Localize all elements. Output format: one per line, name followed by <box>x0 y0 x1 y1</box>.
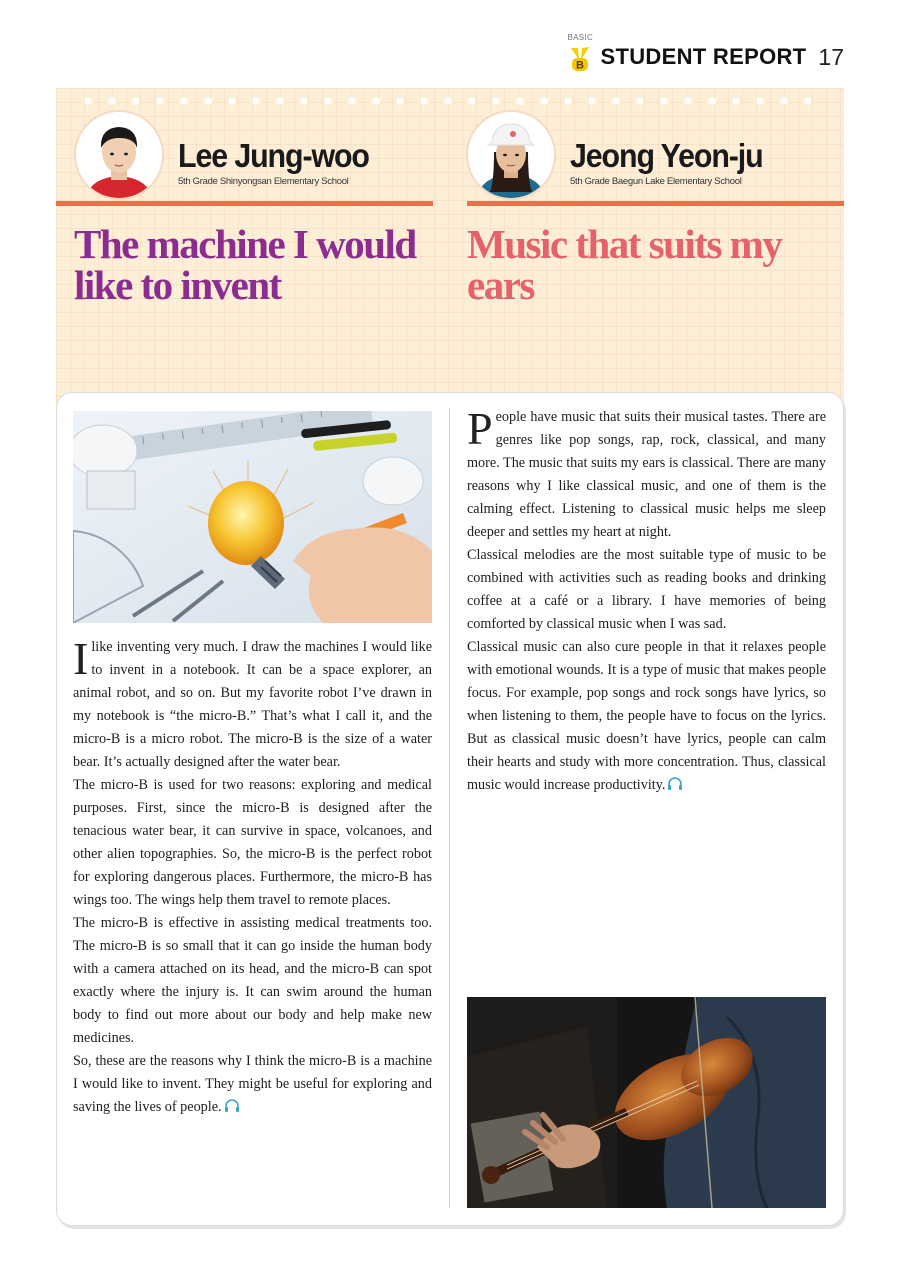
right-author-school: 5th Grade Baegun Lake Elementary School <box>570 176 742 187</box>
lightbulb-drawing-photo <box>73 411 432 623</box>
left-paragraph-4-text: So, these are the reasons why I think the micro-B is a machine I would like to invent. They might be useful for exploring and saving the lives of people. <box>73 1053 432 1115</box>
notebook-holes <box>76 96 824 106</box>
headphones-icon <box>224 1099 240 1112</box>
left-paragraph-1-text: like inventing very much. I draw the machines I would like to invent in a notebook. It can be a space explorer, an animal robot, and so on. But my favorite robot I’ve drawn in my notebook is “the micro-B.” That’s what I call it, and the micro-B is a micro robot. The micro-B is the size of a water bear. It’s actually designed after the water bear. <box>73 639 432 770</box>
right-author <box>466 110 779 200</box>
right-author-photo <box>466 110 556 200</box>
girl-portrait-icon <box>468 112 554 198</box>
right-paragraph-1 <box>467 403 826 544</box>
right-paragraph-1-text: eople have music that suits their musical tastes. There are genres like pop songs, rap, rock, classical, and many more. The music that suits my ears is classical. There are many reasons why I like classical music, and one of them is the calming effect. Listening to classical music helps me sleep deeper and settles my heart at night. <box>467 409 826 540</box>
column-divider <box>449 408 450 1208</box>
logo-badge-icon <box>569 46 591 72</box>
right-article-title: Music that suits my ears <box>467 221 782 308</box>
page-header <box>567 34 844 78</box>
left-author-photo <box>74 110 164 200</box>
right-dropcap: P <box>467 403 493 454</box>
notebook-banner <box>56 88 844 418</box>
left-author <box>74 110 385 200</box>
left-article-title: The machine I would like to invent <box>74 221 416 308</box>
page-number: 17 <box>818 43 844 70</box>
left-article-body <box>73 633 432 1119</box>
left-author-name: Lee Jung-woo <box>178 137 369 174</box>
right-author-name: Jeong Yeon-ju <box>570 137 763 174</box>
left-author-school: 5th Grade Shinyongsan Elementary School <box>178 176 349 187</box>
right-article-body <box>467 403 826 797</box>
headphones-icon <box>667 777 683 790</box>
right-title-divider <box>467 201 844 206</box>
left-paragraph-4 <box>73 1050 432 1119</box>
right-paragraph-2: Classical melodies are the most suitable type of music to be combined with activities such as reading books and drinking coffee at a café or a library. I have memories of being comforted by classical music when I was sad. <box>467 547 826 632</box>
logo-basic-text: BASIC <box>567 33 594 42</box>
left-paragraph-3: The micro-B is effective in assisting medical treatments too. The micro-B is so small that it can go inside the human body with a camera attached on its head, and the micro-B can spot exactly where the injury is. It can swim around the human body to find out more about our body and help make new medicines. <box>73 915 432 1046</box>
right-paragraph-3 <box>467 636 826 797</box>
left-paragraph-1 <box>73 633 432 774</box>
violinist-photo <box>467 997 826 1208</box>
left-dropcap: I <box>73 633 89 684</box>
right-paragraph-3-text: Classical music can also cure people in that it relaxes people with emotional wounds. It is a type of music that makes people focus. For example, pop songs and rock songs have lyrics, so when listening to them, the people have to focus on the lyrics. But as classical music doesn’t have lyrics, people can calm their hearts and study with more concentration. Thus, classical music would increase productivity. <box>467 639 826 793</box>
boy-portrait-icon <box>76 112 162 198</box>
basic-logo <box>567 33 594 76</box>
logo-letter: B <box>575 59 584 72</box>
left-title-divider <box>56 201 433 206</box>
report-title: STUDENT REPORT <box>600 44 807 69</box>
left-paragraph-2: The micro-B is used for two reasons: exploring and medical purposes. First, since the micro-B is designed after the tenacious water bear, it can survive in space, volcanoes, and other alien topographies. So, the micro-B is the perfect robot for exploring dangerous places. Furthermore, the micro-B has wings too. The wings help them travel to remote places. <box>73 777 432 908</box>
